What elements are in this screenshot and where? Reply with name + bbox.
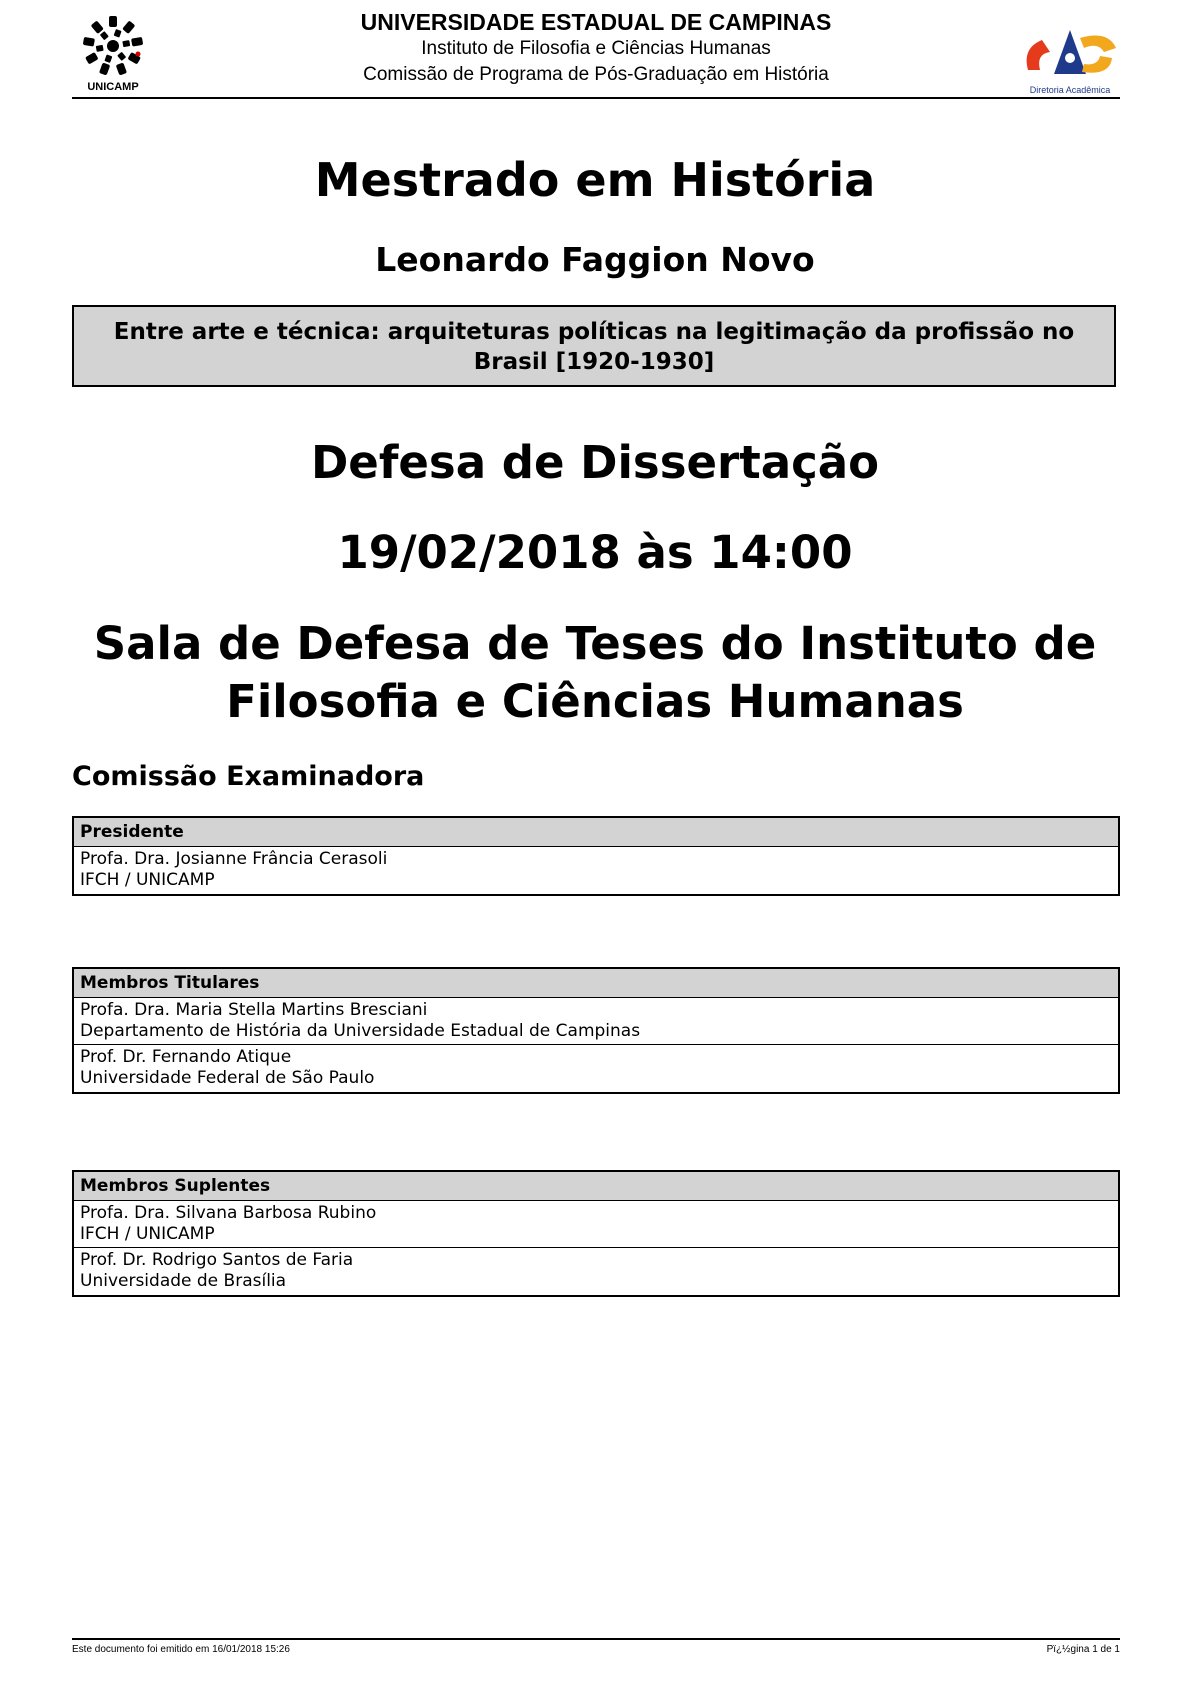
footer-divider xyxy=(72,1638,1120,1640)
suplentes-heading: Membros Suplentes xyxy=(74,1172,1118,1201)
defense-datetime: 19/02/2018 às 14:00 xyxy=(337,526,853,579)
program-title: Mestrado em História xyxy=(314,153,876,207)
document-header xyxy=(72,8,1120,98)
thesis-title: Entre arte e técnica: arquiteturas políticas na legitimação da profissão no Brasil [1920-1930] xyxy=(113,319,1075,375)
diretoria-academica-logo xyxy=(1020,18,1120,98)
member-affiliation: Universidade de Brasília xyxy=(80,1271,287,1291)
defense-location: Sala de Defesa de Teses do Instituto de Filosofia e Ciências Humanas xyxy=(93,617,1097,728)
member-row xyxy=(74,1201,1118,1248)
institution-block xyxy=(72,8,1120,88)
defense-type: Defesa de Dissertação xyxy=(310,436,880,489)
student-name: Leonardo Faggion Novo xyxy=(375,240,815,279)
thesis-title-box xyxy=(72,305,1116,387)
member-name: Profa. Dra. Silvana Barbosa Rubino xyxy=(80,1203,377,1223)
svg-text:Diretoria Acadêmica: Diretoria Acadêmica xyxy=(1029,85,1111,95)
member-name: Profa. Dra. Maria Stella Martins Bresciani xyxy=(80,1000,428,1020)
member-affiliation: Universidade Federal de São Paulo xyxy=(80,1068,375,1088)
titulares-panel xyxy=(72,967,1120,1094)
president-heading: Presidente xyxy=(74,818,1118,847)
commission-name: Comissão de Programa de Pós-Graduação em História xyxy=(363,64,829,85)
titulares-heading: Membros Titulares xyxy=(74,969,1118,998)
institute-name: Instituto de Filosofia e Ciências Humanas xyxy=(421,38,771,59)
member-row xyxy=(74,1248,1118,1295)
header-divider xyxy=(72,97,1120,99)
svg-text:UNICAMP: UNICAMP xyxy=(87,81,139,93)
member-affiliation: IFCH / UNICAMP xyxy=(80,870,215,890)
member-row xyxy=(74,998,1118,1045)
member-row xyxy=(74,847,1118,894)
member-name: Profa. Dra. Josianne Frância Cerasoli xyxy=(80,849,388,869)
suplentes-panel xyxy=(72,1170,1120,1297)
issue-date-note: Este documento foi emitido em 16/01/2018 15:26 xyxy=(72,1644,290,1655)
president-panel xyxy=(72,816,1120,896)
university-name: UNIVERSIDADE ESTADUAL DE CAMPINAS xyxy=(360,9,832,35)
member-affiliation: Departamento de História da Universidade Estadual de Campinas xyxy=(80,1021,641,1041)
committee-heading: Comissão Examinadora xyxy=(72,761,425,792)
member-row xyxy=(74,1045,1118,1092)
page-number: Pï¿½gina 1 de 1 xyxy=(1046,1644,1120,1655)
member-name: Prof. Dr. Rodrigo Santos de Faria xyxy=(80,1250,354,1270)
member-name: Prof. Dr. Fernando Atique xyxy=(80,1047,292,1067)
member-affiliation: IFCH / UNICAMP xyxy=(80,1224,215,1244)
